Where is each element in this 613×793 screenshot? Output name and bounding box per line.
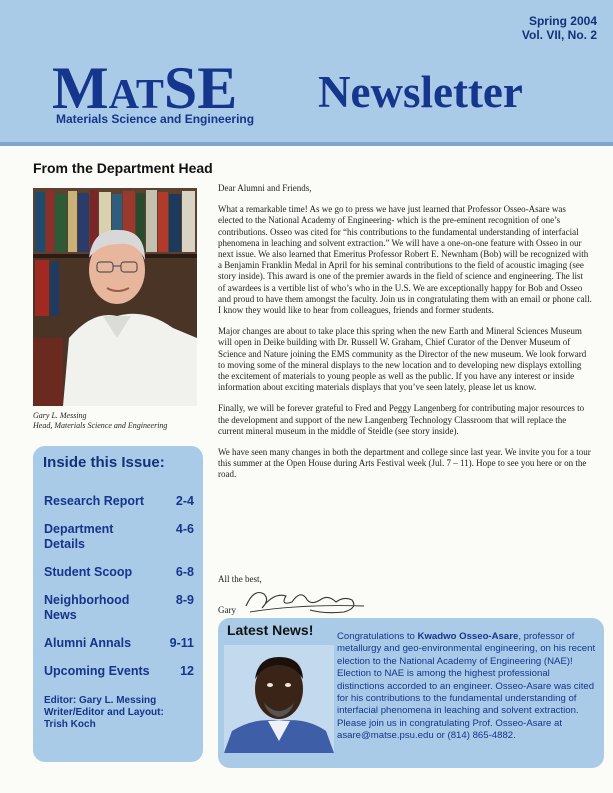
matse-logo xyxy=(52,55,282,128)
editor-credits xyxy=(44,695,164,731)
toc-item-neighborhood-news xyxy=(44,593,194,623)
honoree-name: Kwadwo Osseo-Asare xyxy=(417,631,519,642)
toc-item-student-scoop xyxy=(44,565,194,580)
toc-pages: 6-8 xyxy=(175,565,194,579)
department-head-letter xyxy=(218,183,592,491)
toc-item-department-details xyxy=(44,522,194,552)
header-divider xyxy=(0,142,613,146)
osseo-asare-photo xyxy=(224,645,334,753)
toc-item-alumni-annals xyxy=(44,636,194,651)
toc-pages: 9-11 xyxy=(169,636,194,650)
toc-pages: 8-9 xyxy=(175,593,194,607)
latest-news-title: Latest News! xyxy=(227,622,314,638)
logo-wordmark: MATSE xyxy=(52,55,238,121)
caption-title: Head, Materials Science and Engineering xyxy=(33,421,168,430)
toc-label: Research Report xyxy=(44,494,145,508)
toc-label: Department Details xyxy=(44,522,114,551)
caption-name: Gary L. Messing xyxy=(33,411,87,420)
letter-paragraph: We have seen many changes in both the department and college since last year. We invite you for a tour this summer at the Open House during Arts Festival week (Jul. 7 – 11). Hope to see you here or on the road. xyxy=(218,447,591,480)
letter-closing: All the best, xyxy=(218,574,262,584)
issue-season: Spring 2004 xyxy=(528,14,597,28)
inside-this-issue-box xyxy=(33,446,203,762)
sidebar-title: Inside this Issue: xyxy=(43,454,165,471)
letter-greeting: Dear Alumni and Friends, xyxy=(218,183,312,193)
toc-pages: 2-4 xyxy=(175,494,194,508)
toc-label: Alumni Annals xyxy=(44,636,132,650)
photo-caption xyxy=(33,411,167,431)
header-banner xyxy=(0,0,613,142)
issue-info xyxy=(522,14,597,42)
letter-paragraph: Major changes are about to take place this spring when the new Earth and Mineral Sciences Museum will open in Deike building with Dr. Russell W. Graham, Chief Curator of the Denver Museum of Science and Nature joining the EMS community as the Director of the new museum. We look forward to moving some of the mineral displays to the new location and to developing new displays extolling the excitement of materials to young people as well as the public. If you have any interest or inside information about exciting materials displays that you’ve seen lately, please let us know. xyxy=(218,326,587,393)
toc-pages: 4-6 xyxy=(175,522,194,536)
toc-list xyxy=(44,494,194,692)
signature-icon xyxy=(240,582,370,616)
logo-subtitle: Materials Science and Engineering xyxy=(56,112,255,126)
letter-paragraph: Finally, we will be forever grateful to Fred and Peggy Langenberg for contributing major resources to the development and support of the new Langenberg Technology Classroom that will replace the current mineral museum in the middle of Steidle (see story inside). xyxy=(218,403,585,436)
section-heading: From the Department Head xyxy=(33,160,213,176)
department-head-photo xyxy=(33,188,197,406)
toc-label: Neighborhood News xyxy=(44,593,130,622)
toc-item-upcoming-events xyxy=(44,664,194,679)
letter-paragraph: What a remarkable time! As we go to press we have just learned that Professor Osseo-Asare was elected to the National Academy of Engineering- which is the pre-eminent recognition of one’s contributions. Osseo was cited for “his contributions to the fundamental understanding of interfacial phenomena in leaching and solvent extraction.” We will have a one-on-one feature with Osseo in our next issue. We also learned that Emeritus Professor Robert E. Newnham (Bob) will be recognized with a Benjamin Franklin Medal in April for his seminal contributions to the field of acoustic imaging (see story inside). This award is one of the premier awards in the field of science and engineering. The list of awardees is a vertible list of who’s who in the U.S. We are exceptionally happy for Bob and Osseo and proud to have them amongst the faculty. Join us in congratulating them with an email or phone call. I know they would like to hear from colleagues, friends and former students. xyxy=(218,204,592,316)
layout-name: Trish Koch xyxy=(44,719,96,730)
toc-label: Student Scoop xyxy=(44,565,133,579)
toc-item-research-report xyxy=(44,494,194,509)
issue-volume: Vol. VII, No. 2 xyxy=(521,28,597,42)
layout-line: Writer/Editor and Layout: xyxy=(44,707,164,718)
toc-label: Upcoming Events xyxy=(44,664,150,678)
latest-news-box xyxy=(218,618,604,768)
toc-pages: 12 xyxy=(180,664,194,678)
latest-news-text: Congratulations to Kwadwo Osseo-Asare, professor of metallurgy and geo-environmental engineering, on his recent election to the National Academy of Engineering (NAE)! Election to NAE is among the highest professional distinctions accorded to an engineer. Osseo-Asare was cited for his contributions to the fundamental understanding of interfacial phenomena in leaching and solvent extraction. Please join us in congratulating Prof. Osseo-Asare at asare@matse.psu.edu or (814) 865-4882. xyxy=(337,631,596,742)
letter-signer: Gary xyxy=(218,605,236,615)
newsletter-title: Newsletter xyxy=(318,67,523,117)
editor-line: Editor: Gary L. Messing xyxy=(44,695,157,706)
